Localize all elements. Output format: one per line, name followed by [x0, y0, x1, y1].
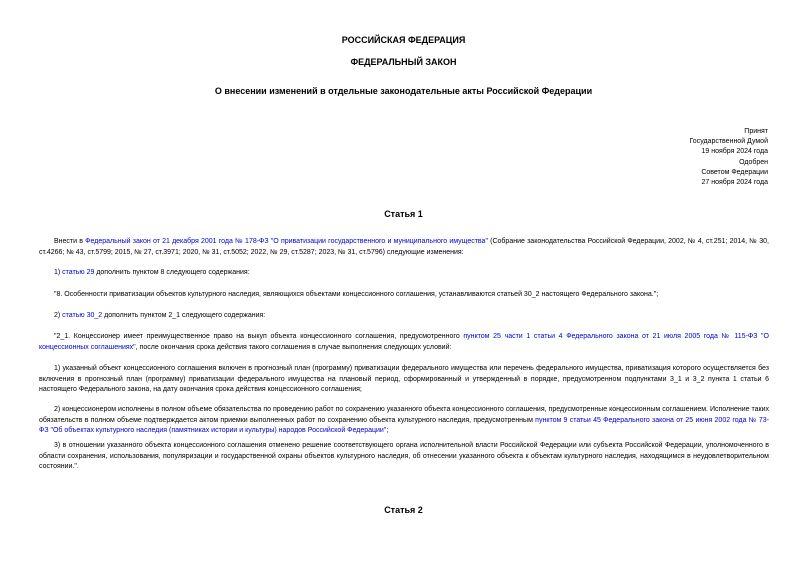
law-type-heading: ФЕДЕРАЛЬНЫЙ ЗАКОН — [350, 57, 457, 67]
adoption-line: Принят — [744, 128, 768, 135]
adoption-block — [568, 127, 768, 188]
paragraph-text: дополнить пунктом 2_1 следующего содержания: — [102, 312, 266, 319]
condition-1-paragraph: 1) указанный объект концессионного соглашения включен в прогнозный план (программу) приватизации федерального имущества или перечень федерального имущества, приватизация которого осуществляется без включения в прогнозный план (программу) приватизации федерального имущества на плановый период, сформированный и утвержденный в порядке, предусмотренном подпунктами 3_1 и 3_2 пункта 1 статьи 6 настоящего Федерального закона, на дату окончания срока действия концессионного соглашения; — [39, 365, 769, 393]
paragraph-text: , после окончания срока действия такого соглашения в случае выполнения следующих условий: — [135, 343, 452, 351]
paragraph-text: 2) — [54, 312, 63, 319]
amendment-2-paragraph — [39, 311, 769, 322]
paragraph-text: дополнить пунктом 8 следующего содержания: — [94, 269, 250, 276]
amendment-1-paragraph — [39, 268, 769, 279]
paragraph-text: "2_1. Концессионер имеет преимущественное право на выкуп объекта концессионного соглашения, предусмотренного — [54, 333, 464, 340]
condition-2-paragraph — [39, 405, 769, 437]
article-1-heading: Статья 1 — [384, 209, 423, 219]
paragraph-text: (Собрание законодательства Российской Федерации, 2002, № 4, ст.251; 2014, № 30, ст.4266; № 43, ст.5799; 2015, № 27, ст.3971; 2020, № 31, ст.5052; 2022, № 29, ст.5287; 2023, № 31, ст.5796) следующие изменения: — [39, 238, 769, 256]
adoption-line: Советом Федерации — [701, 168, 768, 176]
law-73fz-link[interactable]: пунктом 9 статьи 45 Федерального закона от 25 июня 2002 года № 73-ФЗ "Об объектах культурного наследия (памятниках истории и культуры) народов Российской Федерации" — [39, 416, 769, 434]
article-2-heading: Статья 2 — [384, 505, 423, 515]
law-title: О внесении изменений в отдельные законодательные акты Российской Федерации — [214, 86, 593, 96]
condition-3-paragraph: 3) в отношении указанного объекта концессионного соглашения отменено решение соответствующего органа исполнительной власти Российской Федерации или субъекта Российской Федерации, уполномоченного в области сохранения, использования, популяризации и государственной охраны объектов культурного наследия, об отнесении указанного объекта к объектам культурного наследия, находящимся в неудовлетворительном состоянии.". — [39, 442, 769, 470]
clause-2-1-paragraph — [39, 332, 769, 353]
adoption-line: 27 ноября 2024 года — [701, 179, 768, 187]
adoption-line: Государственной Думой — [689, 138, 768, 146]
law-115fz-link[interactable]: пунктом 25 части 1 статьи 4 Федерального закона от 21 июля 2005 года № 115-ФЗ "О концессионных соглашениях" — [39, 333, 769, 351]
clause-8-paragraph: "8. Особенности приватизации объектов культурного наследия, являющихся объектами концессионного соглашения, устанавливаются статьей 30_2 настоящего Федерального закона."; — [54, 291, 659, 298]
paragraph-text: 1) — [54, 269, 63, 276]
paragraph-text: 2) концессионером исполнены в полном объеме обязательства по проведению работ по сохранению указанного объекта концессионного соглашения, предусмотренные концессионным соглашением. Исполнение таких обязательств в полном объеме подтверждается актом приемки выполненных работ по сохранению объекта культурного наследия, предусмотренным — [39, 406, 769, 424]
adoption-line: Одобрен — [739, 158, 768, 166]
adoption-line: 19 ноября 2024 года — [701, 148, 768, 156]
paragraph-text: Внести в — [54, 238, 86, 245]
country-heading: РОССИЙСКАЯ ФЕДЕРАЦИЯ — [341, 35, 466, 45]
law-178fz-link[interactable]: Федеральный закон от 21 декабря 2001 года № 178-ФЗ "О приватизации государственного и муниципального имущества" — [85, 238, 488, 245]
article-29-link[interactable]: статью 29 — [62, 269, 95, 276]
article-1-intro-paragraph — [39, 237, 769, 258]
article-30-2-link[interactable]: статью 30_2 — [62, 312, 103, 319]
paragraph-text: ; — [386, 427, 389, 434]
